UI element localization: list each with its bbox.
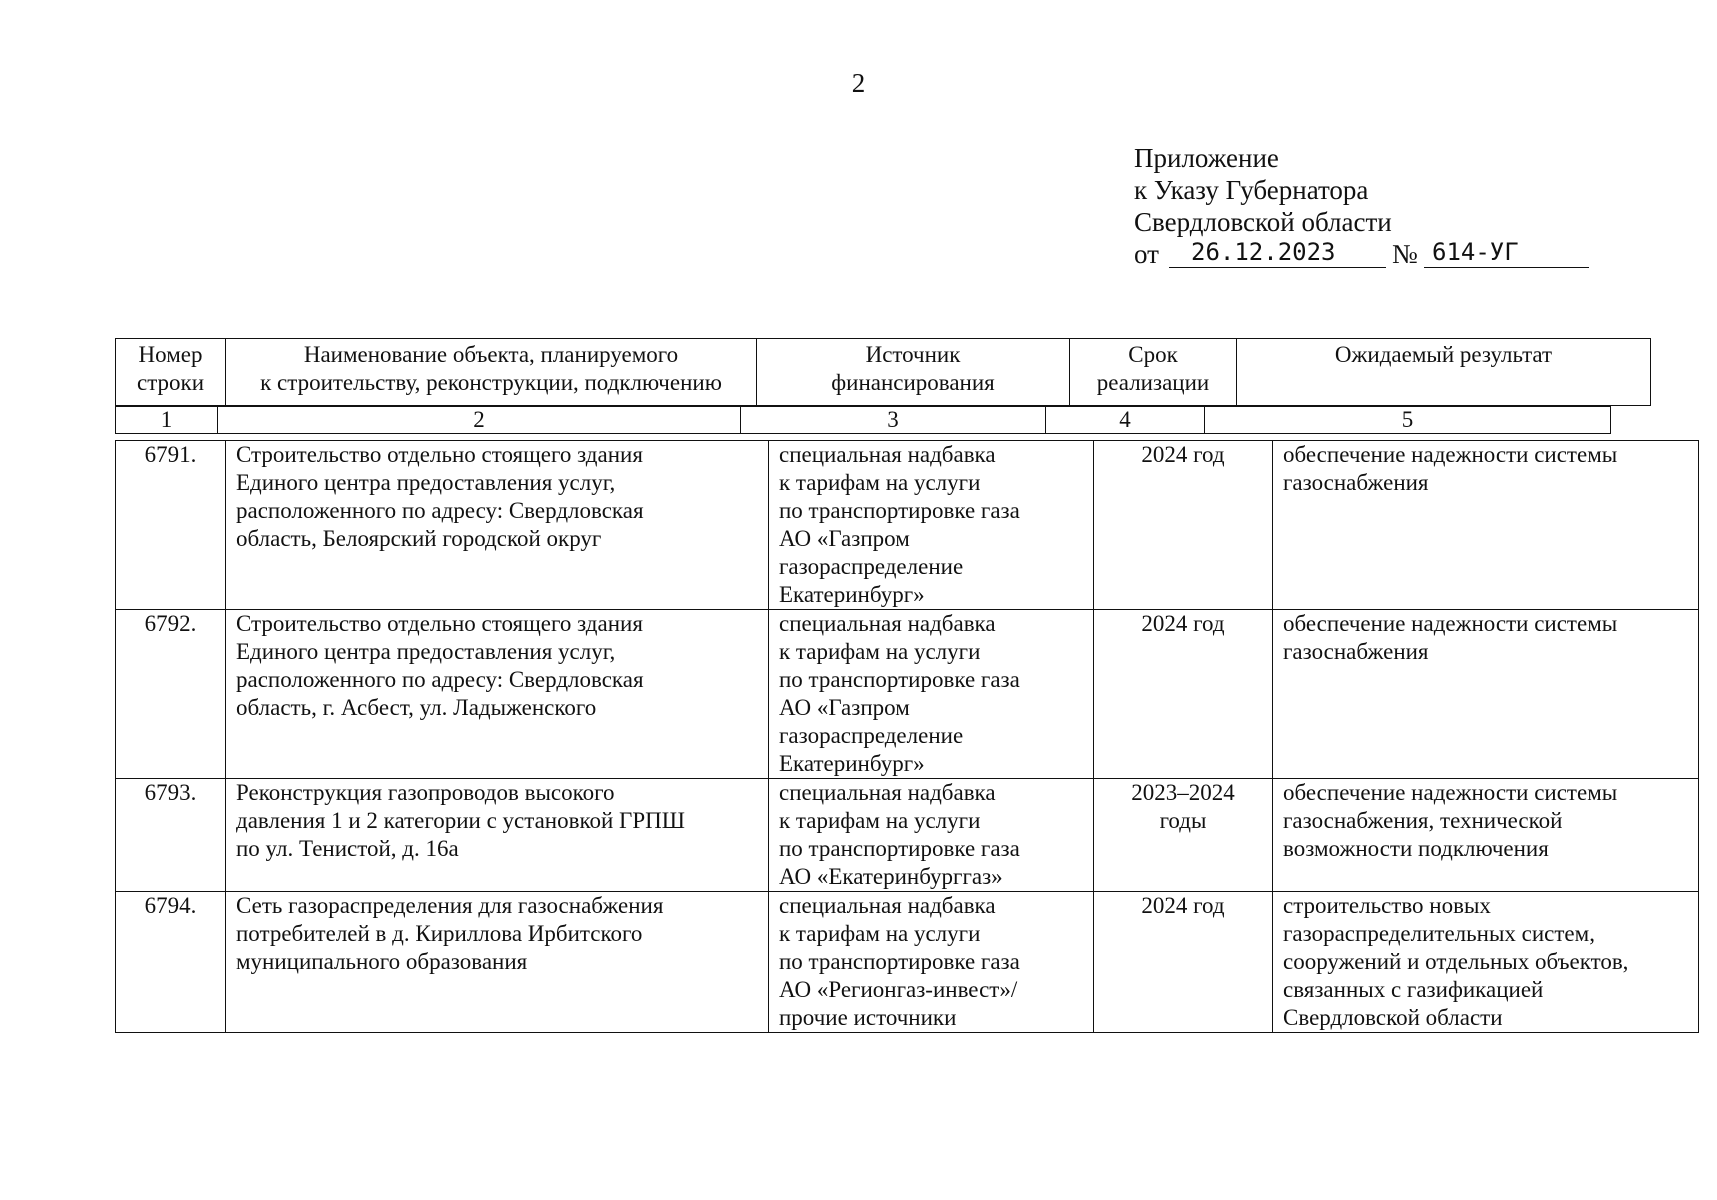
date-prefix: от bbox=[1134, 239, 1159, 269]
objects-table-body bbox=[116, 441, 1699, 1033]
column-number: 4 bbox=[1046, 407, 1205, 434]
header-term: Срок реализации bbox=[1070, 339, 1237, 406]
table-row bbox=[116, 441, 1699, 610]
object-name: Сеть газораспределения для газоснабжения потребителей в д. Кириллова Ирбитского муниципального образования bbox=[226, 892, 769, 1033]
funding-source: специальная надбавка к тарифам на услуги по транспортировке газа АО «Екатеринбурггаз» bbox=[769, 779, 1094, 892]
expected-result: обеспечение надежности системы газоснабжения bbox=[1273, 610, 1699, 779]
column-number-row bbox=[115, 406, 1611, 434]
header-row-number: Номер строки bbox=[116, 339, 226, 406]
row-number: 6794. bbox=[116, 892, 226, 1033]
implementation-term: 2023–2024 годы bbox=[1094, 779, 1273, 892]
decree-number: 614-УГ bbox=[1424, 238, 1589, 268]
row-number: 6791. bbox=[116, 441, 226, 610]
appendix-line-1: Приложение bbox=[1134, 143, 1279, 173]
decree-date-number-row bbox=[1134, 238, 1519, 272]
object-name: Строительство отдельно стоящего здания Единого центра предоставления услуг, расположенного по адресу: Свердловская область, Белоярский городской округ bbox=[226, 441, 769, 610]
appendix-line-3: Свердловской области bbox=[1134, 207, 1392, 237]
number-prefix: № bbox=[1392, 239, 1418, 269]
column-number: 5 bbox=[1205, 407, 1611, 434]
expected-result: обеспечение надежности системы газоснабжения bbox=[1273, 441, 1699, 610]
table-header bbox=[115, 338, 1651, 406]
table-row bbox=[116, 892, 1699, 1033]
row-number: 6793. bbox=[116, 779, 226, 892]
objects-table bbox=[115, 440, 1699, 1033]
table-row bbox=[116, 610, 1699, 779]
funding-source: специальная надбавка к тарифам на услуги по транспортировке газа АО «Регионгаз-инвест»/ прочие источники bbox=[769, 892, 1094, 1033]
header-funding-source: Источник финансирования bbox=[757, 339, 1070, 406]
row-number: 6792. bbox=[116, 610, 226, 779]
funding-source: специальная надбавка к тарифам на услуги по транспортировке газа АО «Газпром газораспределение Екатеринбург» bbox=[769, 441, 1094, 610]
appendix-block bbox=[1134, 142, 1519, 272]
decree-date: 26.12.2023 bbox=[1169, 238, 1386, 268]
expected-result: строительство новых газораспределительных систем, сооружений и отдельных объектов, связанных с газификацией Свердловской области bbox=[1273, 892, 1699, 1033]
expected-result: обеспечение надежности системы газоснабжения, технической возможности подключения bbox=[1273, 779, 1699, 892]
column-number: 3 bbox=[741, 407, 1046, 434]
funding-source: специальная надбавка к тарифам на услуги по транспортировке газа АО «Газпром газораспределение Екатеринбург» bbox=[769, 610, 1094, 779]
implementation-term: 2024 год bbox=[1094, 441, 1273, 610]
header-expected-result: Ожидаемый результат bbox=[1237, 339, 1651, 406]
appendix-line-2: к Указу Губернатора bbox=[1134, 175, 1369, 205]
column-number: 2 bbox=[218, 407, 741, 434]
object-name: Реконструкция газопроводов высокого давления 1 и 2 категории с установкой ГРПШ по ул. Тенистой, д. 16а bbox=[226, 779, 769, 892]
header-object-name: Наименование объекта, планируемого к строительству, реконструкции, подключению bbox=[226, 339, 757, 406]
implementation-term: 2024 год bbox=[1094, 892, 1273, 1033]
table-row bbox=[116, 779, 1699, 892]
column-number: 1 bbox=[116, 407, 218, 434]
implementation-term: 2024 год bbox=[1094, 610, 1273, 779]
page-number: 2 bbox=[851, 68, 866, 98]
object-name: Строительство отдельно стоящего здания Единого центра предоставления услуг, расположенного по адресу: Свердловская область, г. Асбест, ул. Ладыженского bbox=[226, 610, 769, 779]
